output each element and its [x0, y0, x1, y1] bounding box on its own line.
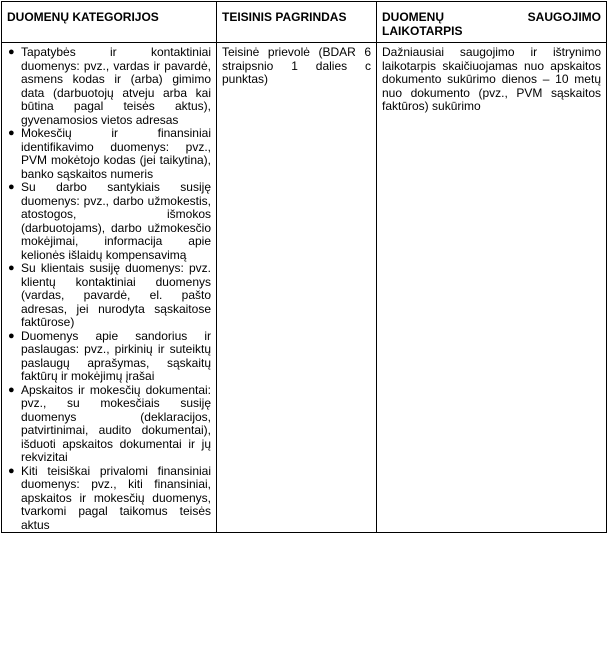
list-item [7, 181, 211, 262]
category-text: Mokesčių ir finansiniai identifikavimo duomenys: pvz., PVM mokėtojo kodas (jei taikytina), banko sąskaitos numeris [21, 126, 211, 181]
list-item [7, 330, 211, 384]
bullet-icon: ● [8, 181, 15, 193]
header-categories: DUOMENŲ KATEGORIJOS [2, 2, 217, 43]
category-text: Su darbo santykiais susiję duomenys: pvz., darbo užmokestis, atostogos, išmokos (darbuotojams), darbo užmokesčio mokėjimai, informacija apie kelionės išlaidų kompensavimą [21, 180, 211, 262]
bullet-icon: ● [8, 383, 15, 396]
list-item [7, 465, 211, 533]
bullet-icon: ● [8, 329, 15, 342]
list-item [7, 262, 211, 330]
content-row [2, 43, 607, 533]
list-item [7, 384, 211, 465]
category-text: Tapatybės ir kontaktiniai duomenys: pvz., vardas ir pavardė, asmens kodas ir (arba) gimimo data (darbuotojų atveju arba kai būtina pagal teisės aktus), gyvenamosios vietos adresas [21, 45, 211, 127]
bullet-icon: ● [8, 46, 15, 58]
list-item [7, 46, 211, 127]
bullet-icon: ● [8, 127, 15, 139]
retention-period-cell: Dažniausiai saugojimo ir ištrynimo laikotarpis skaičiuojamas nuo apskaitos dokumento sukūrimo dienos – 10 metų nuo dokumento (pvz., PVM sąskaitos faktūros) sukūrimo [377, 43, 607, 533]
category-text: Duomenys apie sandorius ir paslaugas: pvz., pirkinių ir suteiktų paslaugų aprašymas, sąskaitų faktūrų ir mokėjimų įrašai [21, 328, 211, 383]
categories-list [7, 46, 211, 532]
data-processing-table [1, 1, 607, 533]
bullet-icon: ● [8, 464, 15, 477]
category-text: Su klientais susiję duomenys: pvz. klientų kontaktiniai duomenys (vardas, pavardė, el. pašto adresas, jei nurodyta sąskaitose faktūrose) [21, 261, 211, 329]
header-retention-period: DUOMENŲ SAUGOJIMO LAIKOTARPIS [377, 2, 607, 43]
categories-cell [2, 43, 217, 533]
legal-basis-cell: Teisinė prievolė (BDAR 6 straipsnio 1 dalies c punktas) [217, 43, 377, 533]
bullet-icon: ● [8, 262, 15, 274]
header-legal-basis: TEISINIS PAGRINDAS [217, 2, 377, 43]
header-row [2, 2, 607, 43]
category-text: Apskaitos ir mokesčių dokumentai: pvz., su mokesčiais susiję duomenys (deklaracijos, patvirtinimai, audito dokumentai), išduoti apskaitos dokumentai ir jų rekvizitai [21, 382, 211, 464]
category-text: Kiti teisiškai privalomi finansiniai duomenys: pvz., kiti finansiniai, apskaitos ir mokesčių duomenys, tvarkomi pagal taikomus teisės aktus [21, 463, 211, 532]
list-item [7, 127, 211, 181]
